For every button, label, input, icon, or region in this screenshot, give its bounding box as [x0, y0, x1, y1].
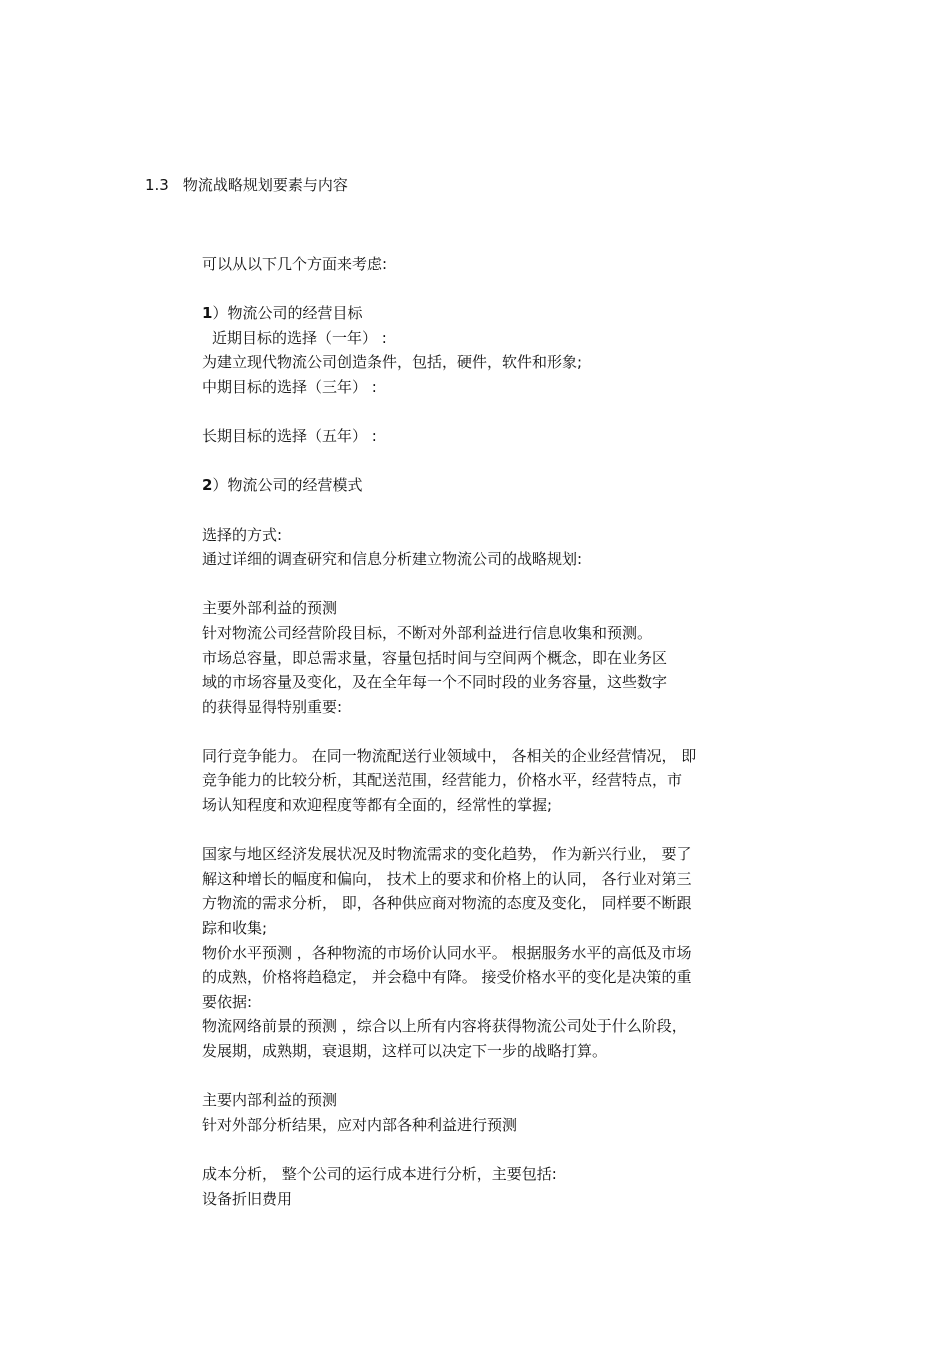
subsection-1-heading: [202, 301, 822, 326]
price-line-2: 的成熟，价格将趋稳定， 并会稳中有降。 接受价格水平的变化是决策的重: [202, 968, 692, 987]
competition-line-2: 竞争能力的比较分析，其配送范围，经营能力，价格水平，经营特点，市: [202, 771, 683, 790]
spacer: [202, 498, 822, 523]
price-line-1: 物价水平预测 ，各种物流的市场价认同水平。 根据服务水平的高低及市场: [202, 943, 692, 962]
network-line-2: 发展期，成熟期，衰退期，这样可以决定下一步的战略打算。: [202, 1042, 608, 1060]
economy-line-2: 解这种增长的幅度和偏向， 技术上的要求和价格上的认同， 各行业对第三: [202, 869, 692, 888]
external-title: 主要外部利益的预测: [202, 599, 338, 618]
spacer: [202, 1137, 822, 1162]
economy-line-1: 国家与地区经济发展状况及时物流需求的变化趋势， 作为新兴行业， 要了: [202, 845, 692, 864]
spacer: [202, 400, 822, 425]
competition-line-1: 同行竞争能力。 在同一物流配送行业领域中， 各相关的企业经营情况， 即: [202, 746, 697, 765]
short-term-desc: 为建立现代物流公司创造条件，包括，硬件，软件和形象;: [202, 353, 583, 372]
section-heading: [145, 174, 348, 196]
mid-term-goal: 中期目标的选择（三年） :: [202, 377, 377, 396]
section-number: 1.3: [145, 176, 169, 194]
spacer: [202, 1064, 822, 1089]
long-term-goal: 长期目标的选择（五年） :: [202, 427, 377, 446]
short-term-goal: 近期目标的选择（一年） :: [212, 328, 387, 347]
market-line-1: 市场总容量，即总需求量，容量包括时间与空间两个概念，即在业务区: [202, 648, 668, 667]
economy-line-4: 踪和收集;: [202, 919, 268, 938]
network-line-1: 物流网络前景的预测 ，综合以上所有内容将获得物流公司处于什么阶段，: [202, 1017, 687, 1036]
internal-desc: 针对外部分析结果，应对内部各种利益进行预测: [202, 1115, 518, 1134]
cost-line-1: 成本分析， 整个公司的运行成本进行分析，主要包括:: [202, 1164, 557, 1183]
external-desc: 针对物流公司经营阶段目标，不断对外部利益进行信息收集和预测。: [202, 623, 653, 642]
document-body: [202, 252, 822, 1211]
spacer: [202, 572, 822, 597]
economy-line-3: 方物流的需求分析， 即，各种供应商对物流的态度及变化， 同样要不断跟: [202, 894, 692, 913]
market-line-3: 的获得显得特别重要:: [202, 697, 343, 716]
intro-line: 可以从以下几个方面来考虑:: [202, 255, 388, 273]
internal-title: 主要内部利益的预测: [202, 1091, 338, 1110]
subsection-2-heading: [202, 473, 822, 498]
subsection-1-number: 1: [202, 304, 213, 323]
method-desc: 通过详细的调查研究和信息分析建立物流公司的战略规划:: [202, 550, 583, 569]
subsection-1-title: ）物流公司的经营目标: [212, 304, 363, 323]
method-line: 选择的方式:: [202, 525, 283, 544]
cost-line-2: 设备折旧费用: [202, 1189, 293, 1208]
competition-line-3: 场认知程度和欢迎程度等都有全面的，经常性的掌握;: [202, 796, 553, 815]
section-title: 物流战略规划要素与内容: [182, 176, 348, 194]
spacer: [202, 449, 822, 474]
spacer: [202, 719, 822, 744]
subsection-2-number: 2: [202, 476, 213, 495]
market-line-2: 域的市场容量及变化，及在全年每一个不同时段的业务容量，这些数字: [202, 673, 668, 692]
subsection-2-title: ）物流公司的经营模式: [212, 476, 363, 495]
spacer: [202, 818, 822, 843]
spacer: [202, 277, 822, 302]
price-line-3: 要依据:: [202, 992, 253, 1011]
